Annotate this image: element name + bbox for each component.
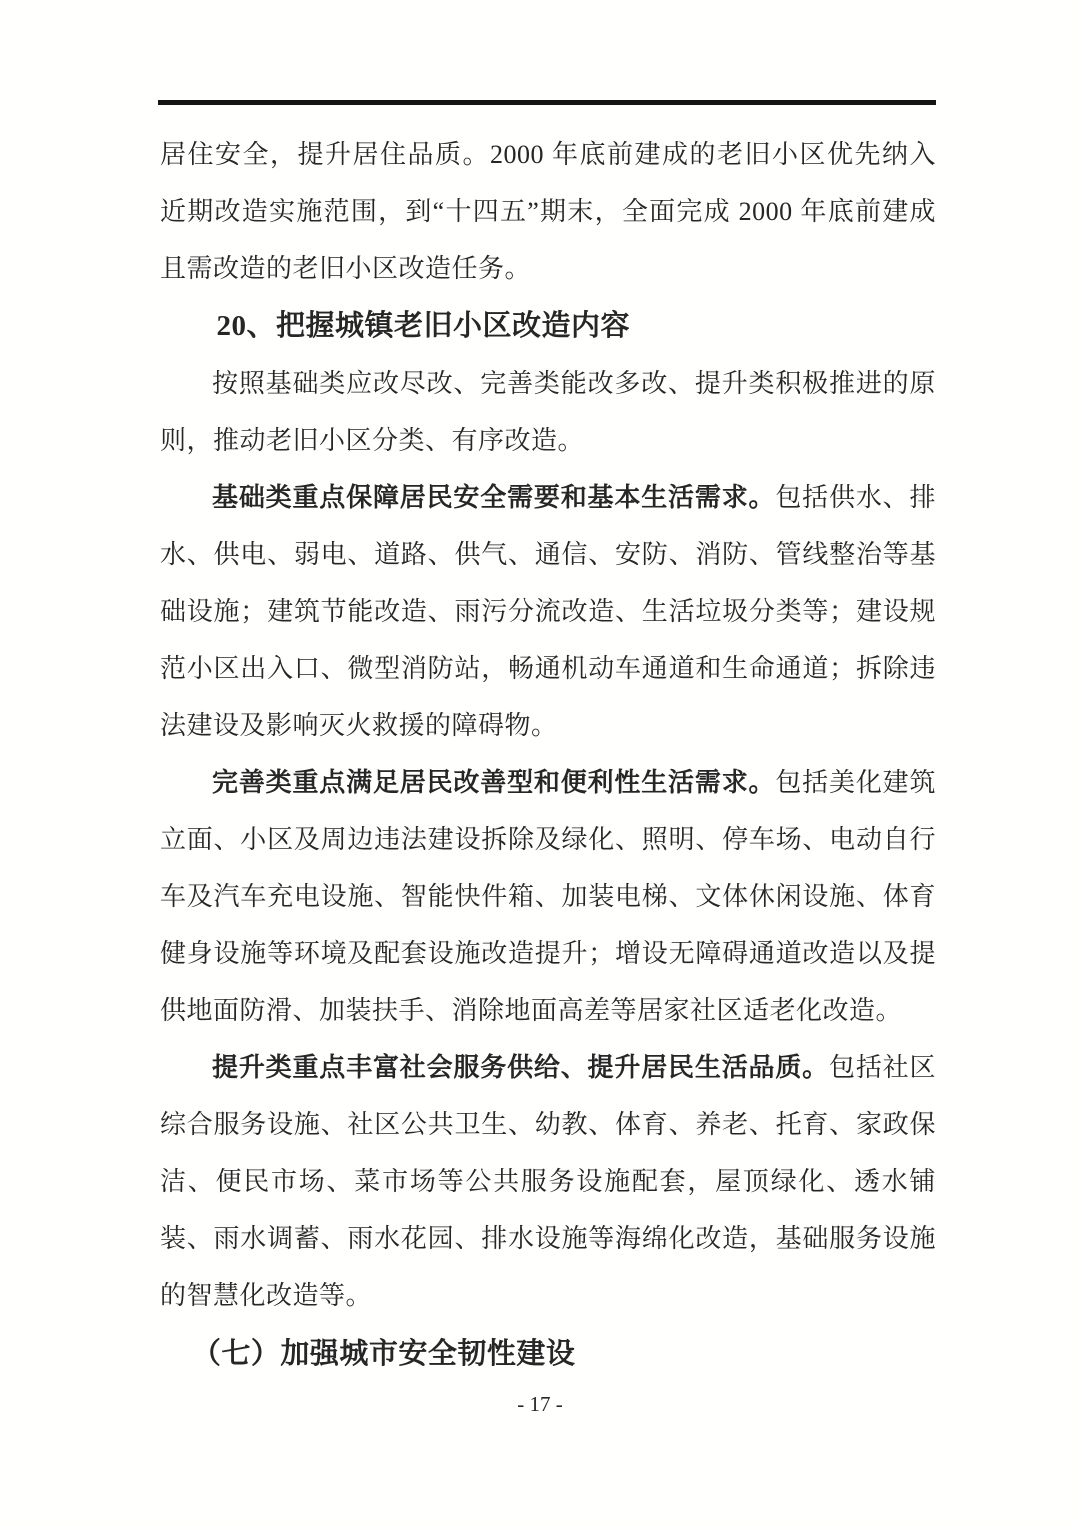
bold-text-segment: 基础类重点保障居民安全需要和基本生活需求。	[212, 483, 776, 512]
text-segment: 包括美化建筑立面、小区及周边违法建设拆除及绿化、照明、停车场、电动自行车及汽车充电设施、智能快件箱、加装电梯、文体休闲设施、体育健身设施等环境及配套设施改造提升；增设无障碍通道改造以及提供地面防滑、加装扶手、消除地面高差等居家社区适老化改造。	[160, 768, 936, 1025]
text-segment: 按照基础类应改尽改、完善类能改多改、提升类积极推进的原则，推动老旧小区分类、有序改造。	[160, 369, 936, 455]
document-body	[160, 126, 936, 1384]
bold-text-segment: 提升类重点丰富社会服务供给、提升居民生活品质。	[212, 1053, 829, 1082]
bold-text-segment: （七）加强城市安全韧性建设	[191, 1338, 576, 1370]
paragraph-5	[160, 1039, 936, 1324]
header-rule	[158, 100, 936, 105]
text-segment: 包括社区综合服务设施、社区公共卫生、幼教、体育、养老、托育、家政保洁、便民市场、菜市场等公共服务设施配套，屋顶绿化、透水铺装、雨水调蓄、雨水花园、排水设施等海绵化改造，基础服务设施的智慧化改造等。	[160, 1053, 936, 1310]
heading-section-6	[160, 1324, 936, 1384]
text-segment: 包括供水、排水、供电、弱电、道路、供气、通信、安防、消防、管线整治等基础设施；建筑节能改造、雨污分流改造、生活垃圾分类等；建设规范小区出入口、微型消防站，畅通机动车通道和生命通道；拆除违法建设及影响灭火救援的障碍物。	[160, 483, 936, 740]
paragraph-2	[160, 355, 936, 469]
page-number: - 17 -	[517, 1392, 563, 1416]
paragraph-3	[160, 469, 936, 754]
text-segment: 居住安全，提升居住品质。2000 年底前建成的老旧小区优先纳入近期改造实施范围，到“十四五”期末，全面完成 2000 年底前建成且需改造的老旧小区改造任务。	[160, 140, 936, 283]
paragraph-4	[160, 754, 936, 1039]
paragraph-0	[160, 126, 936, 297]
bold-text-segment: 20、把握城镇老旧小区改造内容	[216, 310, 631, 342]
heading-numbered-1	[160, 297, 936, 355]
bold-text-segment: 完善类重点满足居民改善型和便利性生活需求。	[212, 768, 776, 797]
